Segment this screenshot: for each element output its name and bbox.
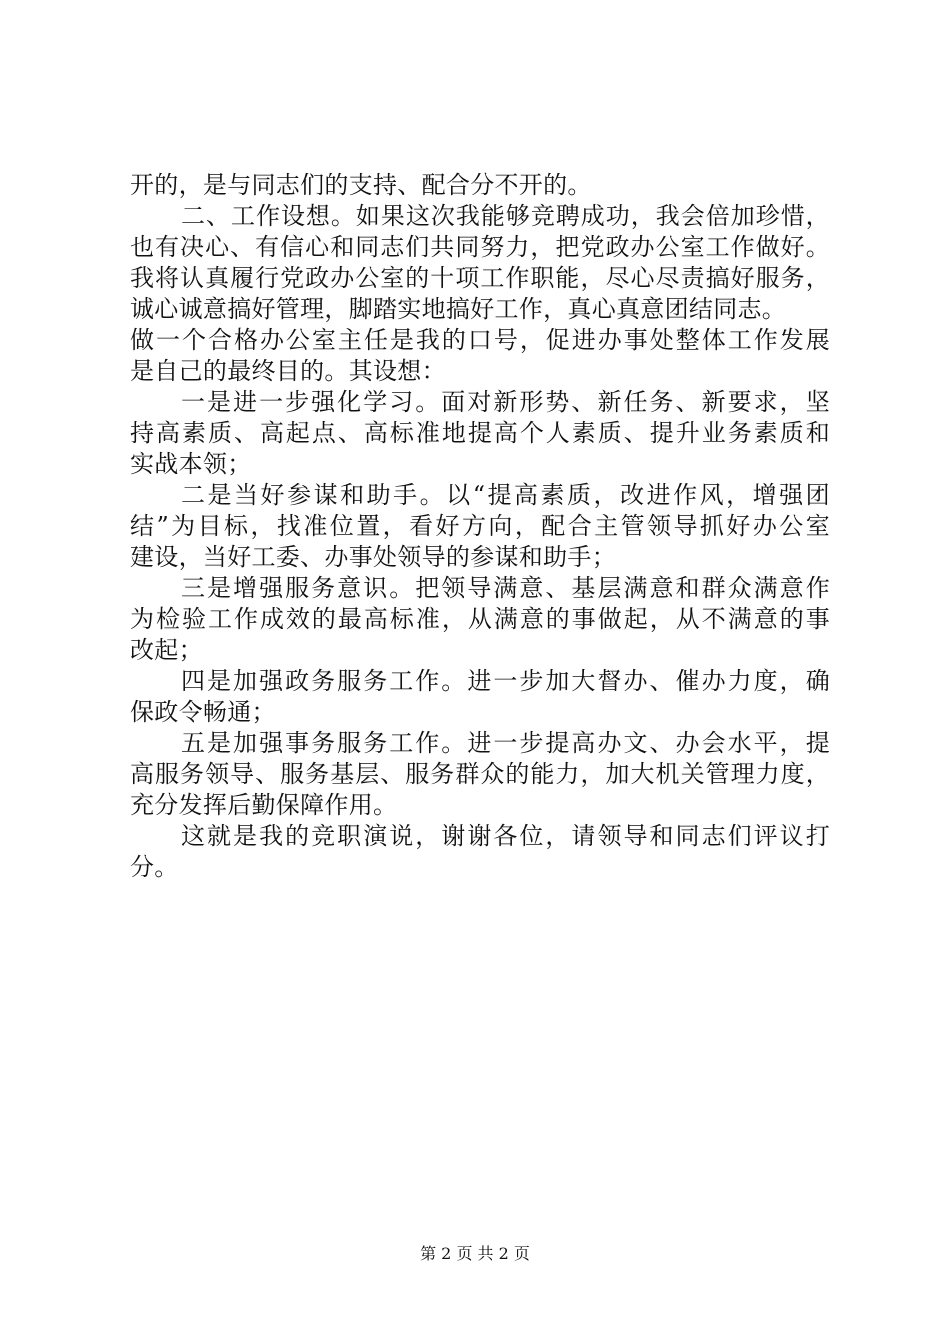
text-line: 高服务领导、服务基层、服务群众的能力，加大机关管理力度， [130,760,830,788]
text-line: 我将认真履行党政办公室的十项工作职能，尽心尽责搞好服务， [130,264,830,292]
text-line: 诚心诚意搞好管理，脚踏实地搞好工作，真心真意团结同志。 [130,295,787,323]
text-line: 做一个合格办公室主任是我的口号，促进办事处整体工作发展 [130,326,830,354]
text-line: 保政令畅通； [130,698,276,726]
page-footer [0,1243,950,1265]
text-line: 改起； [130,636,203,664]
text-line: 为检验工作成效的最高标准，从满意的事做起，从不满意的事 [130,605,830,633]
text-line: 建设，当好工委、办事处领导的参谋和助手； [130,543,616,571]
text-line: 三是增强服务意识。把领导满意、基层满意和群众满意作 [181,574,830,602]
text-line: 实战本领； [130,450,252,478]
text-line: 开的，是与同志们的支持、配合分不开的。 [130,171,592,199]
text-line: 分。 [130,853,179,881]
text-line: 五是加强事务服务工作。进一步提高办文、办会水平，提 [181,729,830,757]
text-line: 四是加强政务服务工作。进一步加大督办、催办力度，确 [181,667,830,695]
text-line: 一是进一步强化学习。面对新形势、新任务、新要求，坚 [181,388,830,416]
text-line: 二、工作设想。如果这次我能够竞聘成功，我会倍加珍惜， [181,202,830,230]
text-line: 持高素质、高起点、高标准地提高个人素质、提升业务素质和 [130,419,830,447]
document-body [130,170,830,883]
text-line: 是自己的最终目的。其设想： [130,357,446,385]
text-line: 二是当好参谋和助手。以“提高素质，改进作风，增强团 [181,481,830,509]
text-line: 充分发挥后勤保障作用。 [130,791,398,819]
text-line: 结”为目标，找准位置，看好方向，配合主管领导抓好办公室 [130,512,830,540]
page-number: 第 2 页 共 2 页 [420,1244,530,1263]
text-line: 这就是我的竞职演说，谢谢各位，请领导和同志们评议打 [181,822,830,850]
text-line: 也有决心、有信心和同志们共同努力，把党政办公室工作做好。 [130,233,830,261]
